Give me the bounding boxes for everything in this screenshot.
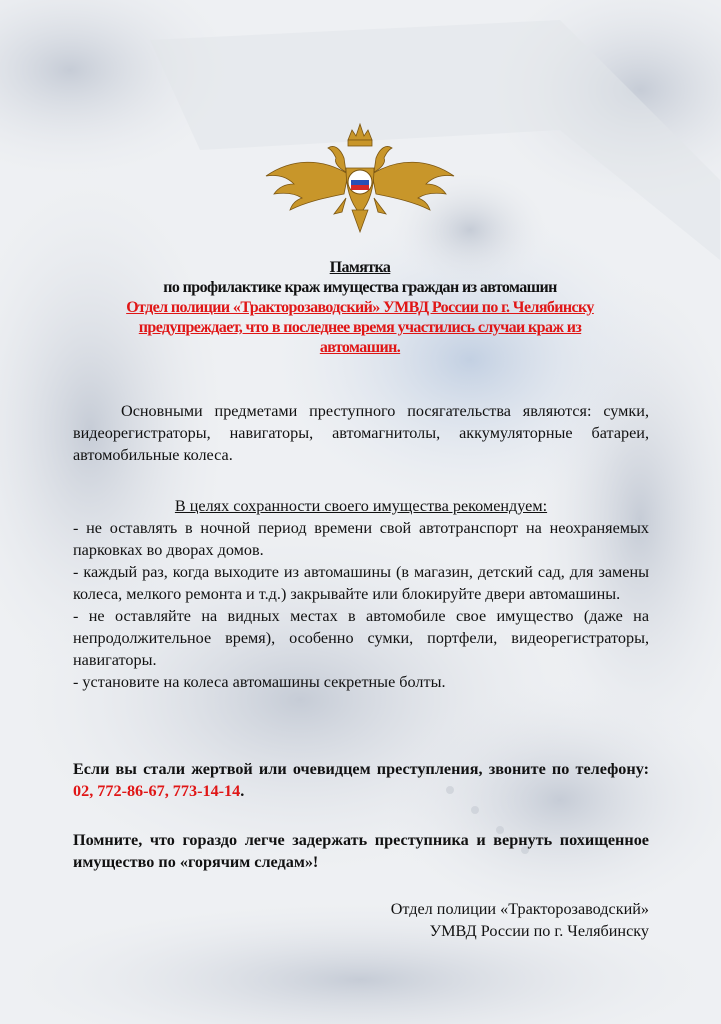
reminder-paragraph xyxy=(73,829,649,873)
recommendations-section xyxy=(73,495,649,693)
eagle-emblem-icon xyxy=(262,118,458,234)
signature-line-1: Отдел полиции «Тракторозаводский» xyxy=(390,900,649,918)
reminder-text: Помните, что гораздо легче задержать преступника и вернуть похищенное имущество по «горячим следам»! xyxy=(73,831,649,871)
warning-line-2: предупреждает, что в последнее время участились случаи краж из xyxy=(138,319,582,336)
recommendation-item: - не оставляйте на видных местах в автомобиле свое имущество (даже на непродолжительное время), особенно сумки, портфели, видеорегистраторы, навигаторы. xyxy=(73,607,649,669)
recommendation-item: - не оставлять в ночной период времени свой автотранспорт на неохраняемых парковках во дворах домов. xyxy=(73,519,649,559)
intro-paragraph xyxy=(73,400,649,466)
warning-line-1: Отдел полиции «Тракторозаводский» УМВД России по г. Челябинску xyxy=(126,299,594,316)
signature-block xyxy=(300,898,649,942)
phone-numbers: 02, 772-86-67, 773-14-14 xyxy=(73,782,241,800)
contact-text: Если вы стали жертвой или очевидцем преступления, звоните по телефону: xyxy=(73,760,649,778)
signature-line-2: УМВД России по г. Челябинску xyxy=(429,922,649,940)
memo-heading xyxy=(60,258,660,358)
recommendations-heading: В целях сохранности своего имущества рекомендуем: xyxy=(174,497,548,515)
memo-subtitle: по профилактике краж имущества граждан из автомашин xyxy=(163,279,557,296)
memo-title: Памятка xyxy=(329,259,391,276)
warning-line-3: автомашин. xyxy=(319,339,401,356)
recommendation-item: - установите на колеса автомашины секретные болты. xyxy=(73,673,446,691)
contact-paragraph xyxy=(73,758,649,802)
recommendation-item: - каждый раз, когда выходите из автомашины (в магазин, детский сад, для замены колеса, мелкого ремонта и т.д.) закрывайте или блокируйте двери автомашины. xyxy=(73,563,649,603)
intro-text: Основными предметами преступного посягательства являются: сумки, видеорегистраторы, навигаторы, автомагнитолы, аккумуляторные батареи, автомобильные колеса. xyxy=(73,402,649,464)
contact-end: . xyxy=(240,782,245,800)
